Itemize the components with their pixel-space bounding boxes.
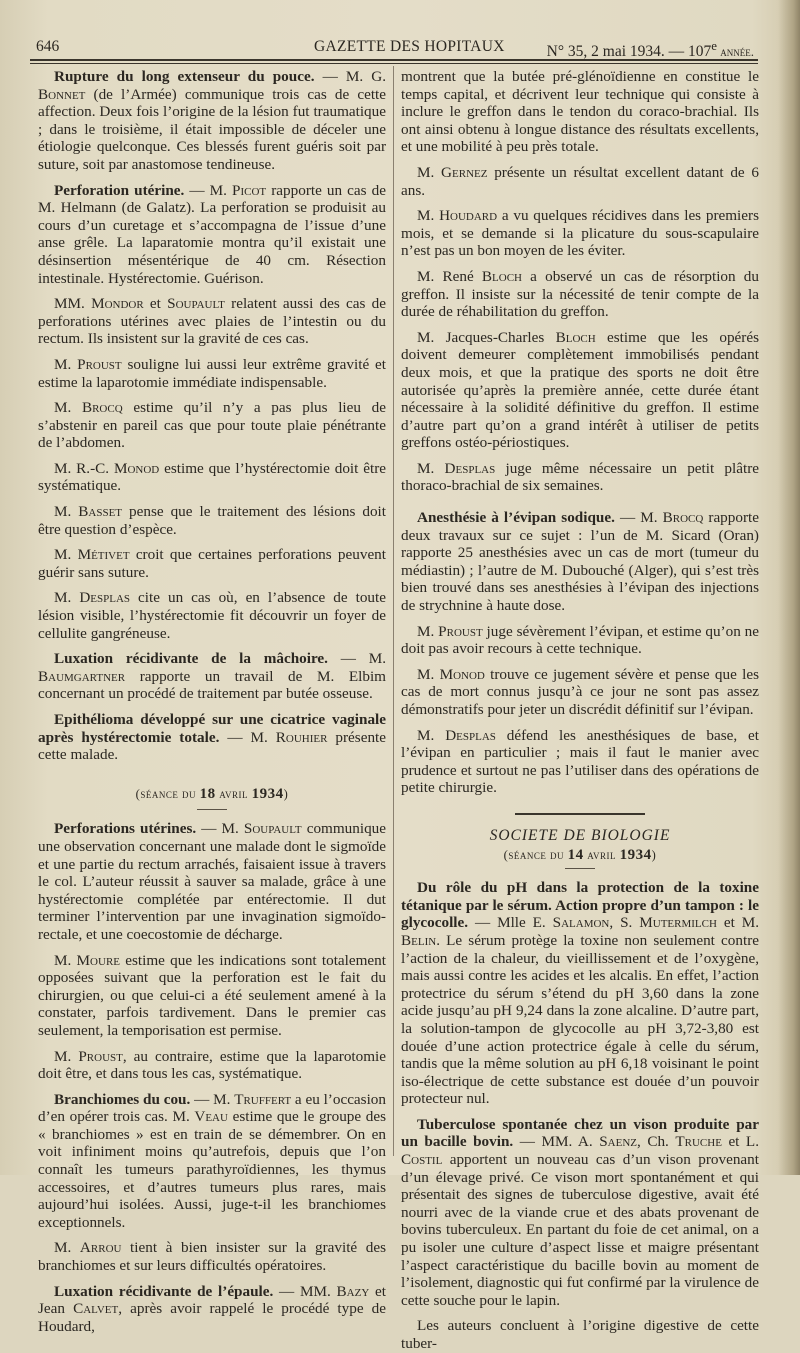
paragraph-houdard: M. Houdard a vu quelques récidives dans les premiers mois, et se demande si la plicature du sous-scapulaire n’est pas un bon moyen de les éviter. [401,207,759,260]
paragraph-moure: M. Moure estime que les indications sont totalement opposées suivant que la perforation est le fait du chirurgien, ou que celui-ci a été seulement amené à la constater, parfois tardivement. Dans le premier cas seulement, la temporisation est permise. [38,951,386,1039]
paragraph-continuation: montrent que la butée pré-glénoïdienne en constitue le temps capital, et décrivent leur technique qui consiste à inclure le greffon dans le tendon du coraco-brachial. Ils ont ainsi obtenu à longue distance des résultats excellents, et une mobilité à peu près totale. [401,68,759,156]
paragraph-desplas-2: M. Desplas juge même nécessaire un petit plâtre thoraco-brachial de six semaines. [401,459,759,495]
page-edge-shadow [778,0,800,1175]
header-rule [30,59,758,61]
paragraph-desplas: M. Desplas cite un cas où, en l’absence de toute lésion visible, l’hystérectomie fit découvrir un foyer de cellulite gangréneuse. [38,589,386,642]
session-heading-biologie: (séance du 14 avril 1934) [503,846,657,863]
article-tuberculose-vison: Tuberculose spontanée chez un vison produite par un bacille bovin. — MM. A. Saenz, Ch. Truche et L. Costil apportent un nouveau cas d’un vison provenant d’un élevage privé. Ce vison mort spontanément et qui présentait des signes de tuberculose digestive, avait été nourri avec de la viande crue et des abats provenant de bovins tuberculeux. En partant du foie de cet animal, on a pu isoler une culture d’aspect lisse et maigre présentant l’aspect caractéristique du bacille bovin au moment de l’isolement, diagnostic qui fut confirmé par la virulence de cette souche pour le lapin. [401,1115,759,1309]
article-perforation-uterine: Perforation utérine. — M. Picot rapporte un cas de M. Helmann (de Galatz). La perforation se produisit au cours d’un curetage et s’accompagna de l’issue d’une anse grêle. La laparatomie montra qu’il existait une désinsertion mésentérique de 40 cm. Résection intestinale. Hystérectomie. Guérison. [38,181,386,287]
paragraph-arrou: M. Arrou tient à bien insister sur la gravité des branchiomes et sur leurs difficultés opératoires. [38,1239,387,1275]
paragraph-brocq: M. Brocq estime qu’il n’y a pas plus lieu de s’abstenir en pareil cas que pour toute plaie pénétrante de l’abdomen. [38,399,386,452]
article-anesthesie-evipan: Anesthésie à l’évipan sodique. — M. Brocq rapporte deux travaux sur ce sujet : l’un de M. Sicard (Oran) rapporte 25 anesthésies avec un cas de mort (tumeur du médiastin) ; l’autre de M. Dubouché (Alger), qui s’est très bien trouvé dans ses anesthésies à l’évipan des injections de strychnine à haute dose. [401,509,759,615]
session-heading: (séance du 18 avril 1934) [135,785,289,802]
article-luxation-epaule: Luxation récidivante de l’épaule. — MM. Bazy et Jean Calvet, après avoir rappelé le procédé type de Houdard, [38,1282,387,1335]
paragraph-proust: M. Proust souligne lui aussi leur extrême gravité et estime la laparotomie immédiate indispensable. [38,355,386,391]
article-epithelioma: Epithélioma développé sur une cicatrice vaginale après hystérectomie totale. — M. Rouhier présente cette malade. [38,711,386,764]
column-divider [393,66,394,1156]
article-perforations-uterines: Perforations utérines. — M. Soupault communique une observation concernant une malade dont le sigmoïde et une partie du rectum arrachés, faisaient issue à travers le col. L’auteur réussit à sauver sa malade, grâce à une hystérectomie complétée par entérectomie. Il dut terminer l’intervention par une invagination sigmoïdo-rectale, et une coecostomie de décharge. [38,820,387,943]
paragraph-proust-2: M. Proust, au contraire, estime que la laparotomie doit être, et dans tous les cas, systématique. [38,1047,386,1083]
paragraph-jc-bloch: M. Jacques-Charles Bloch estime que les opérés doivent demeurer complètement immobilisés pendant deux mois, et que la pratique des sports ne doit être autorisée qu’après la première année, cette durée étant nécessaire à la solidité définitive du greffon. Il estime d’autre part qu’on a grand intérêt à utiliser de petits greffons ostéo-périostiques. [401,328,759,452]
right-column [401,68,759,1353]
session-rule [197,809,227,810]
paragraph-gernez: M. Gernez présente un résultat excellent datant de 6 ans. [401,163,759,199]
society-heading: SOCIETE DE BIOLOGIE [489,826,671,844]
paragraph-rene-bloch: M. René Bloch a observé un cas de résorption du greffon. Il insiste sur la nécessité de tenir compte de la durée de réhabilitation du greffon. [401,267,759,321]
paragraph-mondor-soupault: MM. Mondor et Soupault relatent aussi des cas de perforations utérines avec plaies de l’intestin ou du rectum. Ils insistent sur la gravité de ces cas. [38,295,386,348]
paragraph-basset: M. Basset pense que le traitement des lésions doit être question d’espèce. [38,503,386,538]
paragraph-metivet: M. Métivet croit que certaines perforations peuvent guérir sans suture. [38,546,386,581]
section-rule [515,813,645,815]
article-ph-toxine-tetanique: Du rôle du pH dans la protection de la toxine tétanique par le sérum. Action propre d’un tampon : le glycocolle. — Mlle E. Salamon, S. Mutermilch et M. Belin. Le sérum protège la toxine non seulement contre l’action de la chaleur, du vieillissement et de l’oxygène, mais aussi contre les acides et les alcalis. En effet, l’action protectrice du sérum s’étend du pH 3,60 dans la zone acide jusqu’au pH 9,24 dans la zone alcaline. D’autre part, la solution-tampon de glycocolle au pH 3,72-3,80 est douée d’une action protectrice égale à celle du sérum, tandis que la même solution au pH 6,18 voisinant le point iso-électrique de cette substance est douée d’un pouvoir protecteur nul. [401,879,759,1108]
journal-title: GAZETTE DES HOPITAUX [314,38,505,55]
session-rule-biologie [565,868,595,869]
paragraph-proust-evipan: M. Proust juge sévèrement l’évipan, et estime qu’on ne doit pas avoir recours à cette technique. [401,622,759,658]
header-rule-thin [30,63,758,64]
page-number: 646 [36,38,60,55]
paragraph-monod-evipan: M. Monod trouve ce jugement sévère et pense que les cas de mort connus jusqu’à ce jour ne sont pas assez démonstratifs pour jeter un discrédit définitif sur l’évipan. [401,665,759,718]
article-branchiomes: Branchiomes du cou. — M. Truffert a eu l’occasion d’en opérer trois cas. M. Veau estime que le groupe des « branchiomes » est en train de se démembrer. On en voit infiniment moins qu’autrefois, depuis que l’on connaît les tumeurs parathyroïdiennes, les thymus accessoires, et d’autres tumeurs plus rares, mais aujourd’hui isolées. Aussi, juge-t-il les branchiomes exceptionnels. [38,1090,387,1231]
paragraph-conclusion: Les auteurs concluent à l’origine digestive de cette tuber- [401,1317,759,1352]
issue-info: N° 35, 2 mai 1934. — 107e année. [546,38,754,61]
left-column [38,68,386,1335]
article-rupture-extenseur: Rupture du long extenseur du pouce. — M. G. Bonnet (de l’Armée) communique trois cas de cette affection. Deux fois l’origine de la lésion fut traumatique ; dans le troisième, il était impossible de déceler une étiologie quelconque. Ces blessés furent guéris soit par suture, soit par anastomose tendineuse. [38,68,386,173]
paragraph-monod: M. R.-C. Monod estime que l’hystérectomie doit être systématique. [38,459,386,495]
paragraph-desplas-evipan: M. Desplas défend les anesthésiques de base, et l’évipan en particulier ; mais il faut le manier avec prudence et surtout ne pas l’utiliser dans des opérations de petite chirurgie. [401,726,759,797]
article-luxation-machoire: Luxation récidivante de la mâchoire. — M. Baumgartner rapporte un travail de M. Elbim concernant un procédé de traitement par butée osseuse. [38,650,386,703]
page-header [36,38,754,60]
